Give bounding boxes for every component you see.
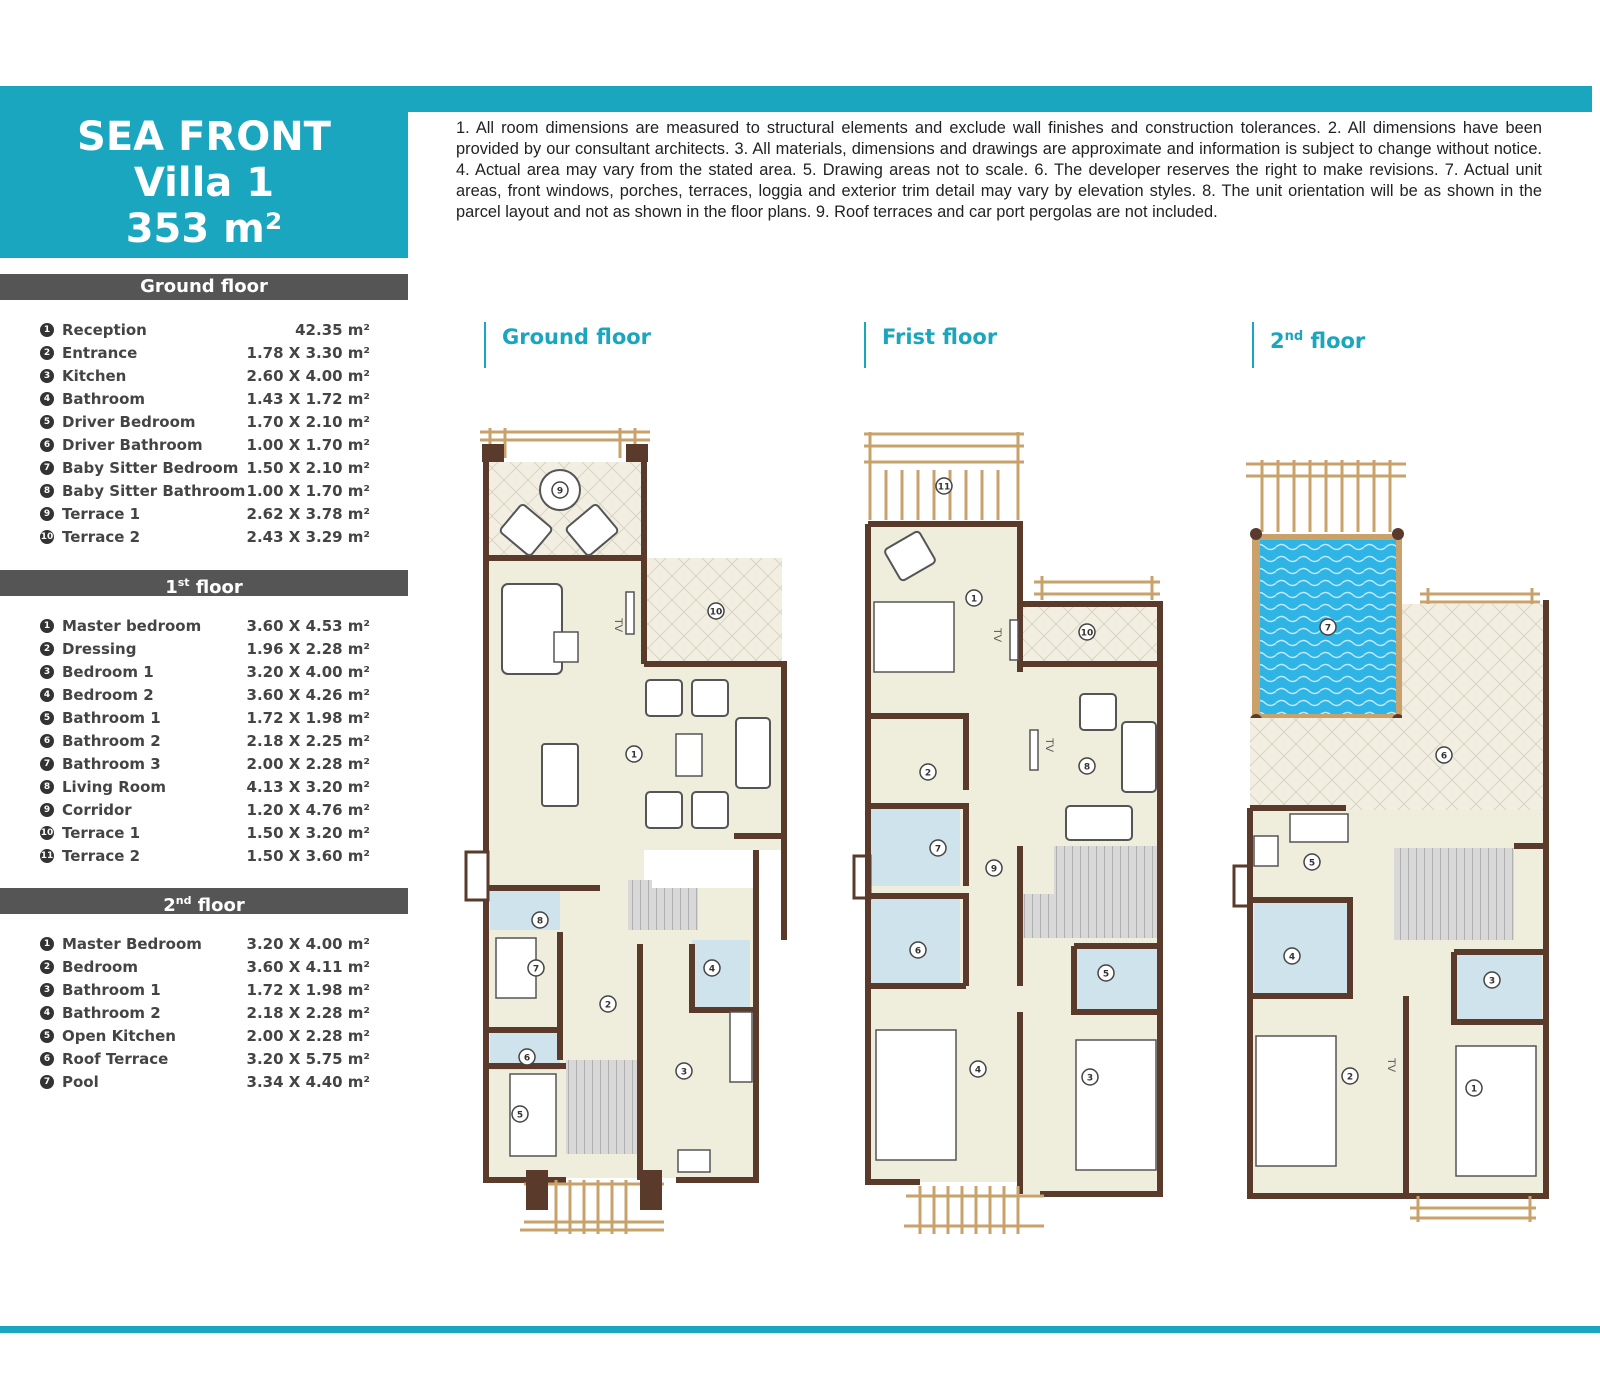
- room-marker-number: 6: [523, 1053, 531, 1064]
- room-marker-number: 2: [924, 768, 932, 779]
- room-marker-number: 9: [990, 864, 998, 875]
- tv-label: TV: [1043, 738, 1055, 753]
- room-row: 10 Terrace 1 1.50 X 3.20 m²: [40, 823, 370, 842]
- disclaimer-notes: 1. All room dimensions are measured to structural elements and exclude wall finishes and construction tolerances. 2. All dimensions have been provided by our consultant architects. 3. All materials, dimensions and drawings are approximate and information is subject to change without notice. 4. Actual area may vary from the stated area. 5. Drawing areas not to scale. 6. The developer reserves the right to make revisions. 7. Actual unit areas, front windows, porches, terraces, loggia and exterior trim detail may vary by elevation styles. 8. The unit orientation will be as shown in the parcel layout and not as shown in the floor plans. 9. Roof terraces and car port pergolas are not included.: [456, 119, 1542, 221]
- room-marker-number: 5: [1102, 969, 1110, 980]
- room-row: 6 Driver Bathroom 1.00 X 1.70 m²: [40, 433, 370, 456]
- room-marker-number: 4: [1288, 952, 1296, 963]
- ground-floor-plan-title: Ground floor: [484, 322, 651, 368]
- room-marker-number: 1: [970, 594, 978, 605]
- room-marker-number: 4: [974, 1065, 982, 1076]
- room-row: 9 Terrace 1 2.62 X 3.78 m²: [40, 502, 370, 525]
- room-row: 4 Bathroom 1.43 X 1.72 m²: [40, 387, 370, 410]
- ground-floor-heading: Ground floor: [0, 274, 408, 300]
- second-floor-plan: [1234, 460, 1546, 1222]
- room-marker-number: 11: [937, 482, 951, 493]
- tv-label: TV: [991, 628, 1003, 643]
- room-row: 11 Terrace 2 1.50 X 3.60 m²: [40, 846, 370, 865]
- room-marker-number: 2: [1346, 1072, 1354, 1083]
- room-marker-number: 3: [1086, 1073, 1094, 1084]
- room-row: 2 Bedroom 3.60 X 4.11 m²: [40, 955, 370, 978]
- room-marker-number: 5: [516, 1110, 524, 1121]
- room-row: 4 Bedroom 2 3.60 X 4.26 m²: [40, 683, 370, 706]
- room-row: 6 Roof Terrace 3.20 X 5.75 m²: [40, 1047, 370, 1070]
- room-row: 3 Bedroom 1 3.20 X 4.00 m²: [40, 660, 370, 683]
- room-row: 2 Entrance 1.78 X 3.30 m²: [40, 341, 370, 364]
- room-row: 3 Bathroom 1 1.72 X 1.98 m²: [40, 978, 370, 1001]
- room-marker-number: 5: [1308, 858, 1316, 869]
- second-floor-heading: 2nd floor: [0, 888, 408, 914]
- room-marker-number: 10: [709, 607, 723, 618]
- room-row: 5 Driver Bedroom 1.70 X 2.10 m²: [40, 410, 370, 433]
- title-line-2: Villa 1: [133, 160, 275, 206]
- room-marker-number: 1: [1470, 1084, 1478, 1095]
- room-row: 9 Corridor 1.20 X 4.76 m²: [40, 798, 370, 821]
- room-row: 7 Bathroom 3 2.00 X 2.28 m²: [40, 752, 370, 775]
- tv-label: TV: [612, 618, 624, 633]
- first-floor-plan: [854, 432, 1160, 1234]
- room-marker-number: 7: [934, 844, 942, 855]
- room-row: 10 Terrace 2 2.43 X 3.29 m²: [40, 527, 370, 546]
- room-marker-number: 6: [1440, 751, 1448, 762]
- room-row: 8 Baby Sitter Bathroom 1.00 X 1.70 m²: [40, 479, 370, 502]
- room-marker-number: 3: [680, 1067, 688, 1078]
- room-marker-number: 7: [532, 964, 540, 975]
- room-marker-number: 9: [556, 486, 564, 497]
- room-row: 2 Dressing 1.96 X 2.28 m²: [40, 637, 370, 660]
- room-marker-number: 7: [1324, 623, 1332, 634]
- room-row: 3 Kitchen 2.60 X 4.00 m²: [40, 364, 370, 387]
- room-row: 7 Pool 3.34 X 4.40 m²: [40, 1070, 370, 1093]
- room-row: 5 Bathroom 1 1.72 X 1.98 m²: [40, 706, 370, 729]
- room-marker-number: 4: [708, 964, 716, 975]
- room-row: 1 Reception 42.35 m²: [40, 318, 370, 341]
- title-line-3: 353 m²: [125, 206, 283, 252]
- room-row: 4 Bathroom 2 2.18 X 2.28 m²: [40, 1001, 370, 1024]
- room-row: 5 Open Kitchen 2.00 X 2.28 m²: [40, 1024, 370, 1047]
- pergola: [480, 428, 650, 458]
- tv-label: TV: [1385, 1058, 1397, 1073]
- room-row: 6 Bathroom 2 2.18 X 2.25 m²: [40, 729, 370, 752]
- room-row: 1 Master bedroom 3.60 X 4.53 m²: [40, 614, 370, 637]
- room-row: 7 Baby Sitter Bedroom 1.50 X 2.10 m²: [40, 456, 370, 479]
- room-marker-number: 10: [1080, 628, 1094, 639]
- room-marker-number: 8: [536, 916, 544, 927]
- room-marker-number: 6: [914, 946, 922, 957]
- room-row: 8 Living Room 4.13 X 3.20 m²: [40, 775, 370, 798]
- title-line-1: SEA FRONT: [77, 114, 331, 160]
- room-marker-number: 3: [1488, 976, 1496, 987]
- room-marker-number: 8: [1083, 762, 1091, 773]
- room-marker-number: 2: [604, 1000, 612, 1011]
- first-floor-plan-title: Frist floor: [864, 322, 997, 368]
- room-marker-number: 1: [630, 750, 638, 761]
- second-floor-plan-title: 2nd floor: [1252, 322, 1365, 368]
- room-row: 1 Master Bedroom 3.20 X 4.00 m²: [40, 932, 370, 955]
- bottom-accent-band: [0, 1326, 1600, 1333]
- first-floor-heading: 1st floor: [0, 570, 408, 596]
